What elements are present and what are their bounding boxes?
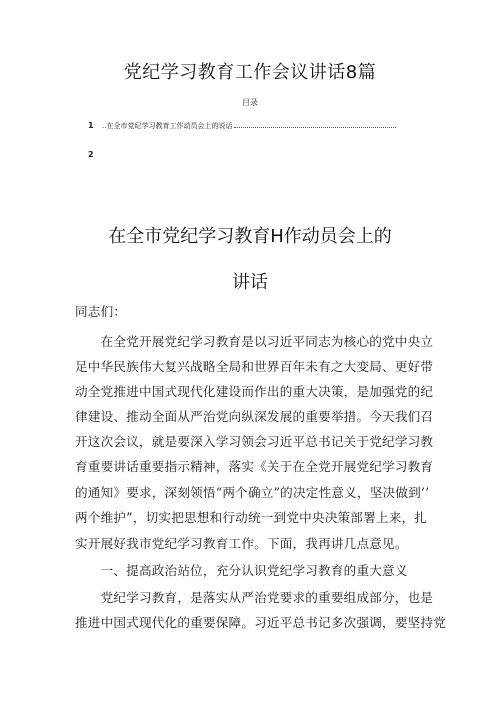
- document-title: 党纪学习教育工作会议讲话8篇: [123, 62, 377, 83]
- body-line: 开这次会议，就是要深入学习领会习近平总书记关于党纪学习教: [75, 434, 434, 449]
- body-line: 的通知》要求，深刻领悟“两个确立”的决定性意义，坚决做到’’: [75, 485, 430, 500]
- section-heading: 一、提高政治站位，充分认识党纪学习教育的重大意义: [75, 563, 408, 578]
- toc-entry[interactable]: [88, 150, 102, 159]
- body-line: 推进中国式现代化的重要保障。习近平总书记多次强调，要坚持党: [75, 615, 447, 630]
- body-line: 律建设、推动全面从严治党向纵深发展的重要举措。今天我们召: [75, 409, 434, 424]
- body-line: 两个维护”，切实把思想和行动统一到党中央决策部署上来，扎: [75, 510, 428, 525]
- body-line: 实开展好我市党纪学习教育工作。下面，我再讲几点意见。: [75, 536, 408, 551]
- toc-dot-leader: [234, 121, 396, 128]
- body-line: 同志们：: [75, 304, 127, 319]
- toc-entry-text: ..在全市党纪学习教育工作动员会上的说话: [102, 122, 233, 130]
- body-line: 党纪学习教育，是落实从严治党要求的重要组成部分，也是: [75, 590, 434, 605]
- body-line: 动全党推进中国式现代化建设而作出的重大决策，是加强党的纪: [75, 384, 434, 399]
- toc-entry[interactable]: [88, 121, 396, 131]
- body-line: 足中华民族伟大复兴战略全局和世界百年未有之大变局、更好带: [75, 359, 434, 374]
- body-line: 在全党开展党纪学习教育是以习近平同志为核心的党中央立: [75, 334, 434, 349]
- speech-title-line-2: 讲话: [232, 272, 268, 293]
- body-line: 育重要讲话重要指示精神，落实《关于在全党开展党纪学习教育: [75, 459, 434, 474]
- toc-heading: 目录: [242, 98, 258, 107]
- toc-entry-number: 1: [88, 121, 94, 130]
- speech-title-line-1: 在全市党纪学习教育H作动员会上的: [108, 226, 392, 247]
- toc-entry-number: 2: [88, 150, 94, 159]
